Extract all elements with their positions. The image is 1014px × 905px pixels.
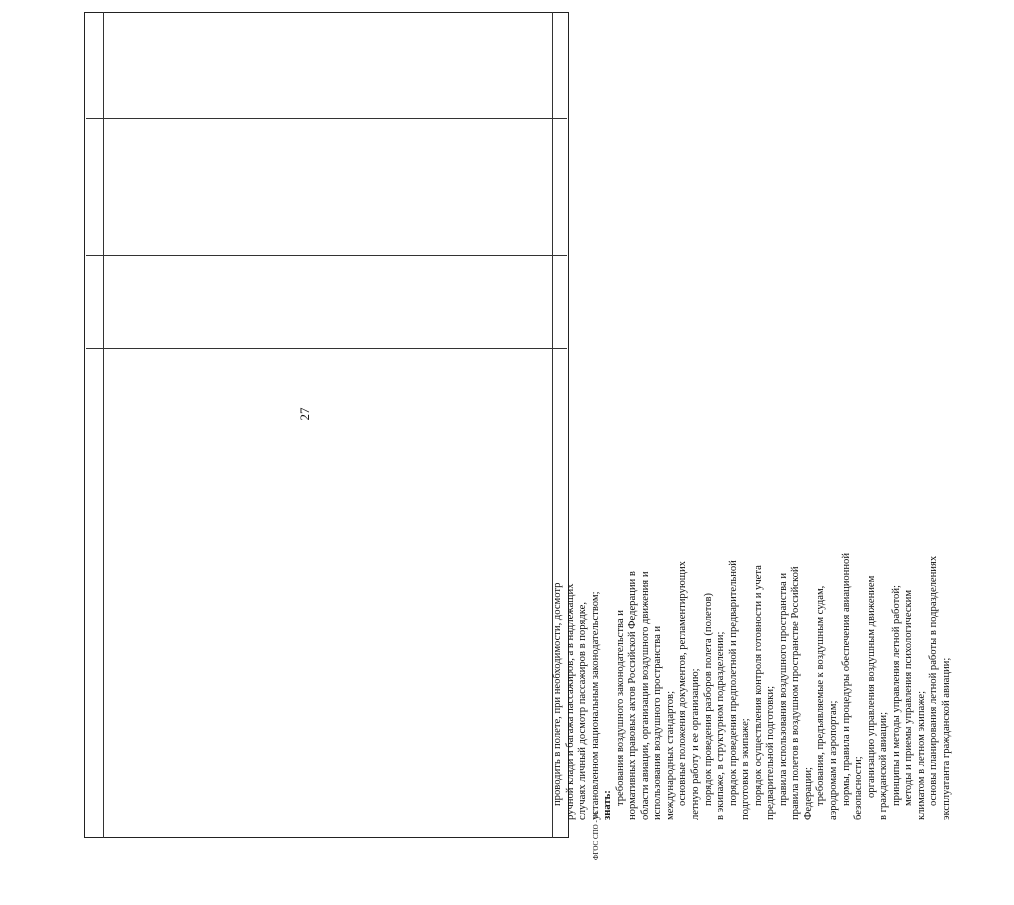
text-line: климатом в летном экипаже; [915,690,927,820]
competency-text [552,90,1014,820]
cell-divider [86,255,567,256]
cell-divider [86,348,567,349]
table-frame [84,12,569,838]
text-line: принципы и методы управления летной работой; [890,585,902,806]
text-line: порядок осуществления контроля готовности и учета [752,565,764,806]
text-line: основные положения документов, регламентирующих [677,561,689,806]
text-line: ручной клади и багажа пассажиров, а в надлежащих [564,583,576,820]
cell-divider [86,118,567,119]
text-line: проводить в полете, при необходимости, досмотр [552,582,563,806]
text-line: требования, предъявляемые к воздушным судам, [815,585,827,806]
text-line: в экипаже, в структурном подразделении; [715,631,727,820]
cell-divider [103,12,104,838]
text-line: порядок проведения предполетной и предварительной [727,560,739,806]
text-line: эксплуатанта гражданской авиации; [940,657,952,820]
text-line: области авиации, организации воздушного движения и [639,571,651,820]
text-line: подготовки в экипаже; [740,718,752,820]
text-line: безопасности; [853,756,865,820]
text-line: требования воздушного законодательства и [614,610,626,806]
text-line: нормативных правовых актов Российской Федерации в [627,571,639,820]
text-line: основы планирования летной работы в подразделениях [928,555,940,806]
text-line: правила полетов в воздушном пространстве Российской [790,566,802,820]
text-line: знать: [602,790,614,820]
text-line: установленном национальным законодательством; [589,591,601,820]
text-line: предварительной подготовки; [765,685,777,820]
page-number: 27 [297,407,312,421]
text-line: правила использования воздушного пространства и [777,572,789,806]
text-line: нормы, правила и процедуры обеспечения авиационной [840,553,852,806]
text-line: методы и приемы управления психологическим [903,589,915,806]
text-line: случаях личный досмотр пассажиров в порядке, [577,602,589,820]
text-line: порядок проведения разборов полета (полетов) [702,592,714,806]
footer-code: ФГОС СПО - 06 [592,811,600,860]
text-line: летную работу и ее организацию; [690,668,702,820]
text-line: организацию управления воздушным движением [865,575,877,798]
text-line: использования воздушного пространства и [652,625,664,820]
text-line: в гражданской авиации; [878,711,890,820]
text-line: Федерации; [802,767,814,820]
text-line: аэродромам и аэропортам; [828,700,840,820]
text-line: международных стандартов; [664,690,676,820]
